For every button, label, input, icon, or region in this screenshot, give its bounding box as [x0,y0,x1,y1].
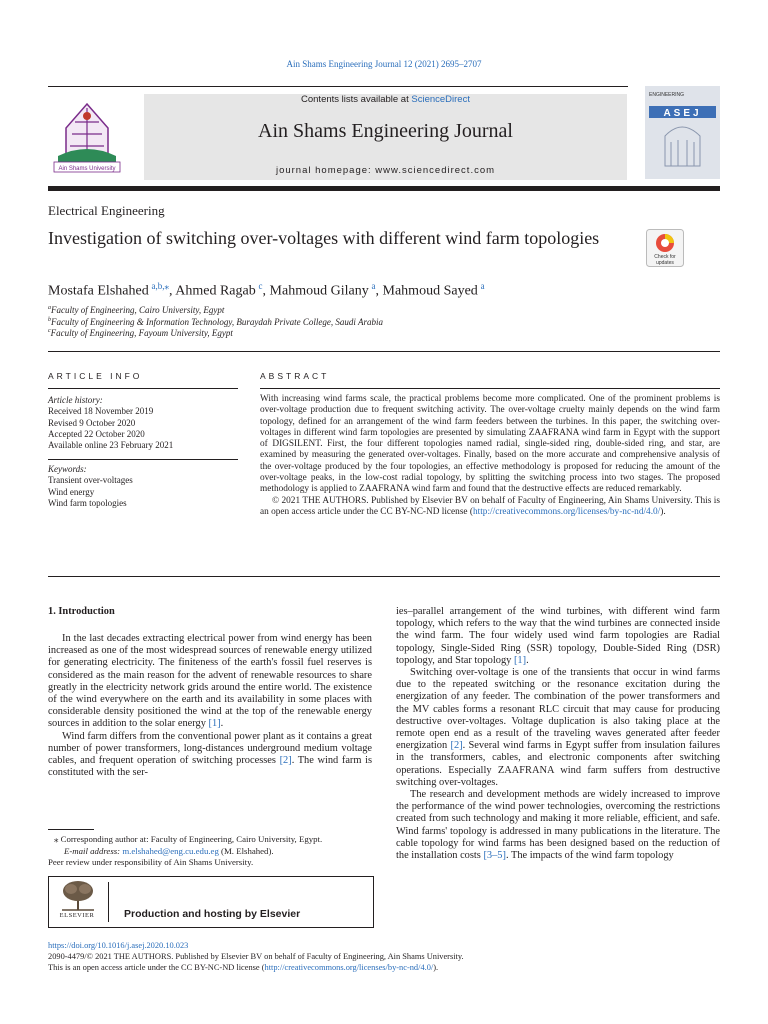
paragraph-end: . [526,654,529,666]
author-name: Mahmoud Gilany [269,283,369,299]
email-suffix: (M. Elshahed). [218,846,274,856]
author-sep: , [262,283,270,299]
elsevier-production-line: Production and hosting by Elsevier [124,908,301,920]
abstract-heading: ABSTRACT [260,371,330,381]
divider [48,459,238,460]
license-line [48,963,438,972]
elsevier-wordmark: ELSEVIER [59,912,95,919]
affiliation-text: Faculty of Engineering, Cairo University, Egypt [51,305,225,315]
citation-link[interactable]: [3–5] [483,850,506,862]
right-column [396,606,720,862]
paragraph-end: . [220,718,224,730]
affiliation-text: Faculty of Engineering & Information Technology, Buraydah Private College, Saudi Arabia [51,317,383,327]
copyright-end: ). [660,506,666,517]
history-received: Received 18 November 2019 [48,406,154,417]
history-label: Article history: [48,395,103,405]
license-link[interactable]: http://creativecommons.org/licenses/by-nc-nd/4.0/ [264,963,434,972]
article-history [48,395,173,451]
author-affiliation-mark[interactable]: a,b,⁎ [151,281,170,291]
email-line [64,846,274,856]
license-prefix: This is an open access article under the CC BY-NC-ND license ( [48,963,265,972]
author-list [48,281,485,300]
citation-link[interactable]: [1] [208,718,221,730]
citation-link[interactable]: [2] [279,755,292,767]
paragraph [48,731,372,780]
affiliation-mark: a [48,305,51,311]
keywords [48,464,133,509]
paragraph-text: ies–parallel arrangement of the wind turbines, with different wind farm topology, which refers to the way that the wind turbines are connected inside the wind farm. The four widely used wind farm topologies are Radial topology, Single-Sided Ring (SSR) topology, Double-Sided Ring (DSR) topology, and Star topology [396,606,720,666]
journal-title: Ain Shams Engineering Journal [258,120,513,142]
badge-line-2: updates [656,260,674,266]
article-info-heading: ARTICLE INFO [48,371,143,381]
article-title: Investigation of switching over-voltages with different wind farm topologies [48,228,600,248]
affiliation-mark: c [48,328,51,334]
author-affiliation-mark[interactable]: c [258,281,263,291]
journal-homepage[interactable]: journal homepage: www.sciencedirect.com [275,165,496,176]
divider [48,351,720,352]
keywords-label: Keywords: [48,464,87,474]
history-revised: Revised 9 October 2020 [48,417,136,428]
keyword: Wind farm topologies [48,497,127,508]
header-thick-rule [48,186,720,191]
contents-line [144,94,627,105]
keyword: Wind energy [48,486,95,497]
author-name: Ahmed Ragab [175,283,256,299]
running-head[interactable]: Ain Shams Engineering Journal 12 (2021) 2695–2707 [286,59,482,69]
copyright-text: © 2021 THE AUTHORS. Published by Elsevier BV on behalf of Faculty of Engineering, Ain Shams University. This is an open access article under the CC BY-NC-ND license ( [260,495,720,517]
cover-label: ENGINEERING [649,92,685,98]
footnote-rule [48,829,94,830]
author-affiliation-mark[interactable]: a [480,281,485,291]
abstract-text: With increasing wind farms scale, the practical problems become more complicated. One of the prominent problems is over-voltage production due to frequent switching activity. The over-voltage cruelty mainly depends on the wind farm topology, defined for an arrangement of the wind farm feeders between the turbines. In this paper, the switching over-voltages in different wind farm topologies are presented by simulating ZAAFRANA wind farm in Egypt with the support of DIGSILENT. First, the four different topologies named radial, single-sided ring, double-sided ring, and star, are examined by measuring the generated over-voltages. Finally, based on the more accurate and comprehensive analysis of the over-voltage produced by the four topologies, an effective methodology is proposed for reducing the amount of the over-voltage peaks, in the low-cost radial topology, by splitting the switching process into two stages. The proposed methodology is applied to ZAAFRANA wind farm and found that the destructive effects are reduced remarkably. [260,394,720,495]
journal-cover [645,86,720,179]
history-online: Available online 23 February 2021 [48,440,174,451]
doi-link[interactable]: https://doi.org/10.1016/j.asej.2020.10.023 [48,941,189,950]
affiliation [48,328,233,338]
keyword: Transient over-voltages [48,475,133,486]
license-link[interactable]: http://creativecommons.org/licenses/by-nc-nd/4.0/ [472,506,661,517]
email-label: E-mail address: [64,846,123,856]
affiliation-text: Faculty of Engineering, Fayoum University, Egypt [50,328,233,338]
divider [48,576,720,577]
header-rule [48,86,628,87]
article-section: Electrical Engineering [48,203,165,218]
elsevier-box-divider [108,882,109,922]
paragraph-text: The research and development methods are widely increased to improve the performance of the wind power technologies, overcoming the restrictions created from such technology and making it more reliable, efficient, and safe. Wind farms' topology is addressed in many publications in the literature. The cable topology for wind farms has been designed based on the reduction of the installation costs [396,789,720,862]
check-for-updates-badge[interactable] [646,229,684,267]
affiliation-mark: b [48,317,51,323]
logo-caption: Ain Shams University [58,166,116,172]
paragraph-text: Switching over-voltage is one of the transients that occur in wind farms due to the repeated switching or the resonance excitation during the energization of any feeder. The combination of the power transformers and the MV cables forms a resonant RLC circuit that may cause for producing destructive over-voltages. Voltage duplication is also taking place at the remote open end as a result of the traveling waves generated after feeder energization [396,667,720,752]
university-logo [48,98,126,174]
left-column [48,633,372,779]
paragraph [396,606,720,667]
divider [260,388,720,389]
corresponding-author: ⁎ Corresponding author at: Faculty of Engineering, Cairo University, Egypt. [54,834,323,844]
author-name: Mahmoud Sayed [382,283,478,299]
badge-line-1: Check for [654,254,676,260]
paragraph [48,633,372,731]
divider [48,388,238,389]
affiliation [48,317,383,327]
sciencedirect-link[interactable]: ScienceDirect [411,94,470,105]
history-accepted: Accepted 22 October 2020 [48,428,145,439]
contents-prefix: Contents lists available at [301,94,412,105]
paragraph-text: Wind farm differs from the conventional power plant as it contains a great number of power transformers, long-distances underground medium voltage cables, and frequent operation of switching processes [48,730,372,767]
cover-acronym: ASEJ [663,108,702,119]
email-link[interactable]: m.elshahed@eng.cu.edu.eg [122,846,219,856]
paragraph-end: . The impacts of the wind farm topology [505,850,674,862]
author-name: Mostafa Elshahed [48,283,149,299]
affiliation [48,305,224,315]
citation-link[interactable]: [1] [513,654,527,666]
paragraph [396,789,720,862]
paragraph [396,667,720,789]
author-sep: , [169,283,176,299]
license-end: ). [433,963,439,972]
peer-review-note: Peer review under responsibility of Ain Shams University. [48,857,254,867]
paragraph-end: . Several wind farms in Egypt suffer from insulation failures in the transformers, cables, and electronic components after switching operations. Especially ZAAFRANA wind farm suffers from destructive switching over-voltages. [396,740,720,788]
author-sep: , [375,283,383,299]
abstract-body [260,394,720,518]
paragraph-end: . The wind farm is constituted with the ser- [48,755,373,779]
abstract-copyright [260,496,720,519]
author-affiliation-mark[interactable]: a [371,281,376,291]
section-heading: 1. Introduction [48,606,115,617]
issn-line: 2090-4479/© 2021 THE AUTHORS. Published by Elsevier BV on behalf of Faculty of Engineering, Ain Shams University. [48,952,464,961]
citation-link[interactable]: [2] [450,740,463,752]
paragraph-text: In the last decades extracting electrical power from wind energy has been increased as one of the most widespread sources of renewable energy utilized for generating electricity. The finiteness of the earth's fossil fuel reserves is considered as the main reason for the advent of renewable resources to share greatly in the electricity network grids around the entire world. The existence of the wind everywhere on the earth and its availability in some places with considerable density positioned the wind at the top of the renewable energy sources in addition to the solar energy [48,633,372,730]
